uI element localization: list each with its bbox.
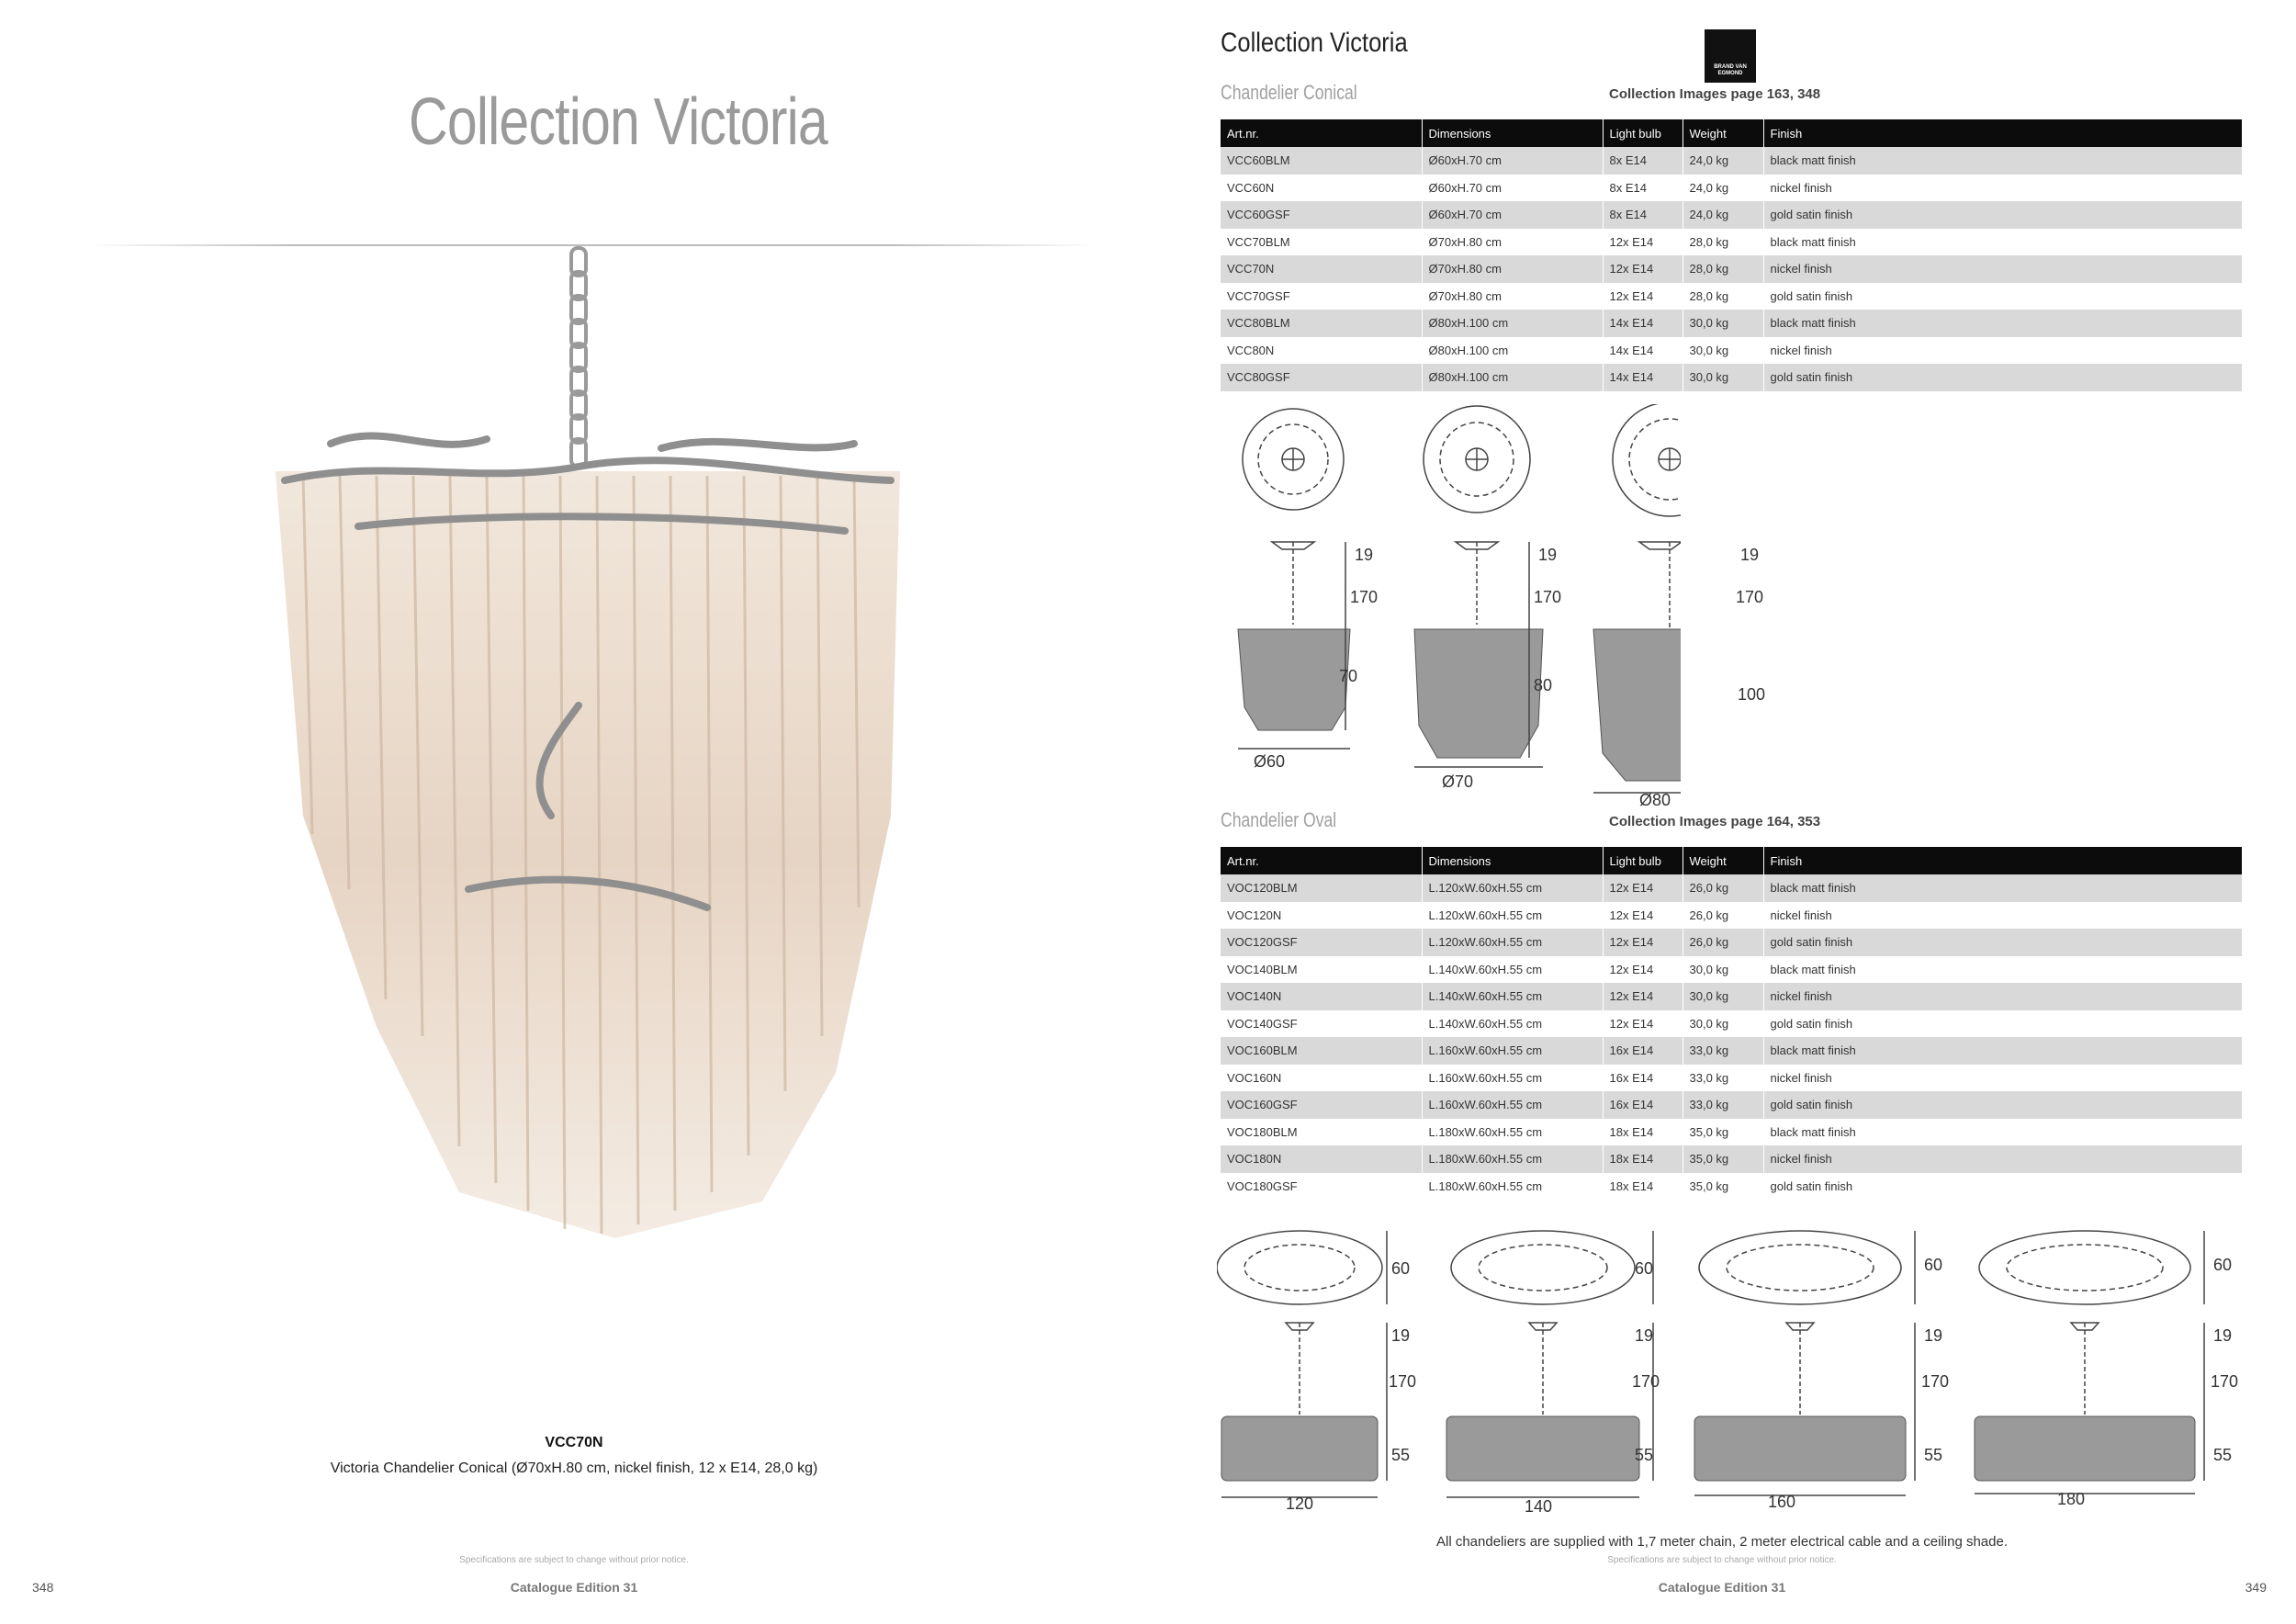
table-cell: VOC160N — [1221, 1065, 1422, 1092]
table-row — [1221, 1010, 2242, 1038]
column-header: Art.nr. — [1221, 119, 1422, 147]
table-cell: nickel finish — [1763, 983, 2242, 1010]
spec-table-oval — [1221, 847, 2242, 1200]
table-cell: VOC120GSF — [1221, 929, 1422, 956]
dim-height-180: 55 — [2213, 1446, 2233, 1464]
table-cell: VOC160BLM — [1221, 1037, 1422, 1065]
dim-chain-len-160: 170 — [1921, 1372, 1950, 1391]
table-cell: 12x E14 — [1603, 874, 1683, 902]
table-cell: L.140xW.60xH.55 cm — [1422, 983, 1603, 1010]
spec-note: Specifications are subject to change without prior notice. — [459, 1555, 689, 1565]
table-cell: L.120xW.60xH.55 cm — [1422, 929, 1603, 956]
table-cell: gold satin finish — [1763, 929, 2242, 956]
table-cell: VCC80N — [1221, 337, 1422, 365]
caption-code: VCC70N — [545, 1435, 603, 1450]
table-cell: nickel finish — [1770, 343, 1832, 357]
dim-chain-top-120: 19 — [1391, 1326, 1411, 1345]
chandelier-photo — [248, 246, 928, 1257]
dim-height-60: 70 — [1339, 667, 1358, 685]
dim-chain-len-80: 170 — [1736, 588, 1764, 606]
column-header: Art.nr. — [1221, 847, 1422, 874]
column-header: Dimensions — [1422, 119, 1603, 147]
collection-images-ref-conical: Collection Images page 163, 348 — [1609, 86, 1821, 102]
page-title: Collection Victoria — [1221, 28, 1408, 58]
table-cell: 33,0 kg — [1683, 1091, 1763, 1119]
dim-length-160: 160 — [1768, 1493, 1796, 1511]
column-header: Light bulb — [1603, 847, 1683, 874]
table-cell: 12x E14 — [1603, 983, 1683, 1010]
table-cell: 12x E14 — [1603, 255, 1683, 283]
table-cell: VCC60N — [1221, 175, 1422, 202]
table-cell: 14x E14 — [1603, 337, 1683, 365]
table-cell: VOC140GSF — [1221, 1010, 1422, 1038]
table-cell: nickel finish — [1770, 180, 1832, 195]
table-cell: 12x E14 — [1603, 929, 1683, 956]
table-cell: gold satin finish — [1770, 1179, 1853, 1193]
table-row — [1221, 1065, 2242, 1092]
table-cell: nickel finish — [1763, 1145, 2242, 1173]
collection-images-ref-oval: Collection Images page 164, 353 — [1609, 814, 1821, 829]
table-cell: VOC180N — [1221, 1145, 1422, 1173]
table-row — [1221, 902, 2242, 930]
footer-catalogue: Catalogue Edition 31 — [1658, 1580, 1786, 1595]
table-cell: black matt finish — [1763, 147, 2242, 175]
column-header: Weight — [1683, 847, 1763, 874]
table-cell: 8x E14 — [1603, 201, 1683, 229]
table-cell: L.180xW.60xH.55 cm — [1422, 1173, 1603, 1201]
table-cell: Ø60xH.70 cm — [1422, 147, 1603, 175]
column-header: Finish — [1763, 119, 2242, 147]
table-cell: L.180xW.60xH.55 cm — [1422, 1145, 1603, 1173]
table-cell: nickel finish — [1763, 255, 2242, 283]
dim-height-120: 55 — [1391, 1446, 1411, 1464]
dim-height-80: 100 — [1738, 685, 1766, 704]
table-cell: 24,0 kg — [1683, 175, 1763, 202]
top-view-180 — [1979, 1231, 2190, 1304]
dim-chain-top-140: 19 — [1635, 1326, 1654, 1345]
table-cell: black matt finish — [1763, 874, 2242, 902]
table-cell: L.140xW.60xH.55 cm — [1422, 1010, 1603, 1038]
dim-chain-len-70: 170 — [1534, 588, 1562, 606]
column-header: Weight — [1683, 119, 1763, 147]
table-cell: 30,0 kg — [1683, 364, 1763, 391]
table-cell: 12x E14 — [1603, 283, 1683, 310]
table-cell: gold satin finish — [1763, 201, 2242, 229]
table-cell: VOC140N — [1221, 983, 1422, 1010]
dim-width-120: 60 — [1391, 1259, 1411, 1278]
table-cell: VOC120N — [1221, 902, 1422, 930]
table-cell: 33,0 kg — [1683, 1065, 1763, 1092]
table-cell: 14x E14 — [1603, 364, 1683, 391]
dim-width-180: 60 — [2213, 1256, 2233, 1274]
top-view-120 — [1217, 1231, 1382, 1304]
top-view-160 — [1699, 1231, 1901, 1304]
table-cell: VCC70N — [1221, 255, 1422, 283]
table-cell: Ø60xH.70 cm — [1422, 175, 1603, 202]
table-cell: black matt finish — [1763, 1037, 2242, 1065]
table-cell: gold satin finish — [1770, 288, 1853, 303]
table-cell: Ø80xH.100 cm — [1422, 310, 1603, 337]
dim-chain-len-140: 170 — [1632, 1372, 1660, 1391]
table-cell: Ø70xH.80 cm — [1422, 229, 1603, 256]
dim-height-160: 55 — [1924, 1446, 1943, 1464]
page-number: 348 — [32, 1580, 54, 1595]
spec-note: Specifications are subject to change without prior notice. — [1607, 1555, 1837, 1565]
dim-height-70: 80 — [1534, 676, 1553, 694]
dim-diameter-70: Ø70 — [1442, 773, 1474, 791]
side-view-160 — [1694, 1416, 1906, 1481]
table-cell: VOC140BLM — [1221, 956, 1422, 984]
table-cell: VOC180BLM — [1221, 1119, 1422, 1146]
dim-diameter-80: Ø80 — [1639, 791, 1671, 809]
table-cell: VCC80GSF — [1221, 364, 1422, 391]
table-cell: 28,0 kg — [1683, 283, 1763, 310]
column-header: Dimensions — [1422, 847, 1603, 874]
table-cell: 28,0 kg — [1683, 229, 1763, 256]
table-cell: gold satin finish — [1770, 1016, 1853, 1031]
table-cell: VOC120BLM — [1221, 874, 1422, 902]
table-cell: 35,0 kg — [1683, 1119, 1763, 1146]
footer-catalogue: Catalogue Edition 31 — [510, 1580, 638, 1595]
table-cell: L.160xW.60xH.55 cm — [1422, 1037, 1603, 1065]
table-cell: L.160xW.60xH.55 cm — [1422, 1091, 1603, 1119]
table-cell: 16x E14 — [1603, 1091, 1683, 1119]
table-cell: VCC70BLM — [1221, 229, 1422, 256]
table-cell: 16x E14 — [1603, 1065, 1683, 1092]
table-cell: L.160xW.60xH.55 cm — [1422, 1065, 1603, 1092]
table-cell: 14x E14 — [1603, 310, 1683, 337]
table-cell: 26,0 kg — [1683, 902, 1763, 930]
table-cell: Ø80xH.100 cm — [1422, 337, 1603, 365]
section-title-oval: Chandelier Oval — [1221, 808, 1337, 831]
dim-length-180: 180 — [2057, 1490, 2086, 1508]
table-cell: Ø60xH.70 cm — [1422, 201, 1603, 229]
table-cell: 12x E14 — [1603, 902, 1683, 930]
table-cell: L.180xW.60xH.55 cm — [1422, 1119, 1603, 1146]
table-cell: 26,0 kg — [1683, 929, 1763, 956]
table-cell: 35,0 kg — [1683, 1145, 1763, 1173]
column-header: Light bulb — [1603, 119, 1683, 147]
table-cell: Ø70xH.80 cm — [1422, 283, 1603, 310]
table-cell: black matt finish — [1770, 962, 1856, 976]
logo-text-1: BRAND VAN — [1714, 64, 1747, 70]
table-cell: 30,0 kg — [1683, 310, 1763, 337]
table-row — [1221, 1037, 2242, 1065]
dim-diameter-60: Ø60 — [1254, 752, 1286, 771]
table-cell: black matt finish — [1770, 1124, 1856, 1139]
table-header-row — [1221, 847, 2242, 874]
table-cell: black matt finish — [1763, 310, 2242, 337]
table-cell: 8x E14 — [1603, 175, 1683, 202]
side-view-140 — [1446, 1416, 1639, 1481]
table-row — [1221, 956, 2242, 984]
table-cell: VCC60BLM — [1221, 147, 1422, 175]
table-cell: Ø80xH.100 cm — [1422, 364, 1603, 391]
table-cell: Ø70xH.80 cm — [1422, 255, 1603, 283]
table-cell: nickel finish — [1770, 1070, 1832, 1085]
dim-length-120: 120 — [1286, 1494, 1314, 1513]
column-header: Finish — [1763, 847, 2242, 874]
dim-chain-top-180: 19 — [2213, 1326, 2233, 1345]
table-cell: black matt finish — [1770, 234, 1856, 249]
table-cell: 35,0 kg — [1683, 1173, 1763, 1201]
table-cell: 18x E14 — [1603, 1173, 1683, 1201]
table-cell: 26,0 kg — [1683, 874, 1763, 902]
dim-chain-len-180: 170 — [2211, 1372, 2239, 1391]
table-cell: 18x E14 — [1603, 1145, 1683, 1173]
table-cell: 30,0 kg — [1683, 337, 1763, 365]
table-cell: 24,0 kg — [1683, 147, 1763, 175]
table-cell: L.140xW.60xH.55 cm — [1422, 956, 1603, 984]
page-title: Collection Victoria — [409, 85, 827, 159]
supply-note: All chandeliers are supplied with 1,7 meter chain, 2 meter electrical cable and a ceiling shade. — [1435, 1534, 2008, 1550]
table-cell: 16x E14 — [1603, 1037, 1683, 1065]
table-cell: 33,0 kg — [1683, 1037, 1763, 1065]
table-cell: 18x E14 — [1603, 1119, 1683, 1146]
dim-chain-len-120: 170 — [1389, 1372, 1417, 1391]
dim-chain-top-60: 19 — [1355, 546, 1374, 564]
oval-drawings — [1217, 1222, 2264, 1525]
table-cell: 12x E14 — [1603, 956, 1683, 984]
table-cell: VCC70GSF — [1221, 283, 1422, 310]
dim-width-140: 60 — [1635, 1259, 1654, 1278]
table-cell: VOC180GSF — [1221, 1173, 1422, 1201]
table-row — [1221, 1119, 2242, 1146]
table-row — [1221, 1091, 2242, 1119]
dim-height-140: 55 — [1635, 1446, 1654, 1464]
dim-chain-top-160: 19 — [1924, 1326, 1943, 1345]
table-cell: 12x E14 — [1603, 1010, 1683, 1038]
table-cell: 8x E14 — [1603, 147, 1683, 175]
table-row — [1221, 874, 2242, 902]
table-cell: gold satin finish — [1763, 1091, 2242, 1119]
caption-description: Victoria Chandelier Conical (Ø70xH.80 cm, nickel finish, 12 x E14, 28,0 kg) — [330, 1460, 818, 1476]
table-cell: 28,0 kg — [1683, 255, 1763, 283]
table-cell: 12x E14 — [1603, 229, 1683, 256]
table-cell: 30,0 kg — [1683, 956, 1763, 984]
dim-chain-top-80: 19 — [1740, 546, 1760, 564]
table-row — [1221, 1145, 2242, 1173]
dim-length-140: 140 — [1525, 1497, 1553, 1516]
table-cell: VOC160GSF — [1221, 1091, 1422, 1119]
dim-chain-top-70: 19 — [1538, 546, 1558, 564]
logo-text-2: EGMOND — [1717, 71, 1743, 76]
side-view-120 — [1221, 1416, 1378, 1481]
right-page — [1148, 0, 2296, 1624]
table-cell: 30,0 kg — [1683, 983, 1763, 1010]
dim-chain-len-60: 170 — [1350, 588, 1379, 606]
table-row — [1221, 1173, 2242, 1201]
table-cell: VCC60GSF — [1221, 201, 1422, 229]
section-title-conical: Chandelier Conical — [1221, 81, 1357, 104]
table-cell: VCC80BLM — [1221, 310, 1422, 337]
conical-dimension-labels — [1148, 0, 2296, 827]
table-row — [1221, 983, 2242, 1010]
table-cell: L.120xW.60xH.55 cm — [1422, 874, 1603, 902]
table-row — [1221, 929, 2242, 956]
dim-width-160: 60 — [1924, 1256, 1943, 1274]
side-view-180 — [1975, 1416, 2195, 1481]
table-cell: 30,0 kg — [1683, 1010, 1763, 1038]
table-cell: nickel finish — [1770, 908, 1832, 922]
table-cell: 24,0 kg — [1683, 201, 1763, 229]
table-cell: gold satin finish — [1763, 364, 2242, 391]
page-number: 349 — [2245, 1580, 2267, 1595]
table-cell: L.120xW.60xH.55 cm — [1422, 902, 1603, 930]
